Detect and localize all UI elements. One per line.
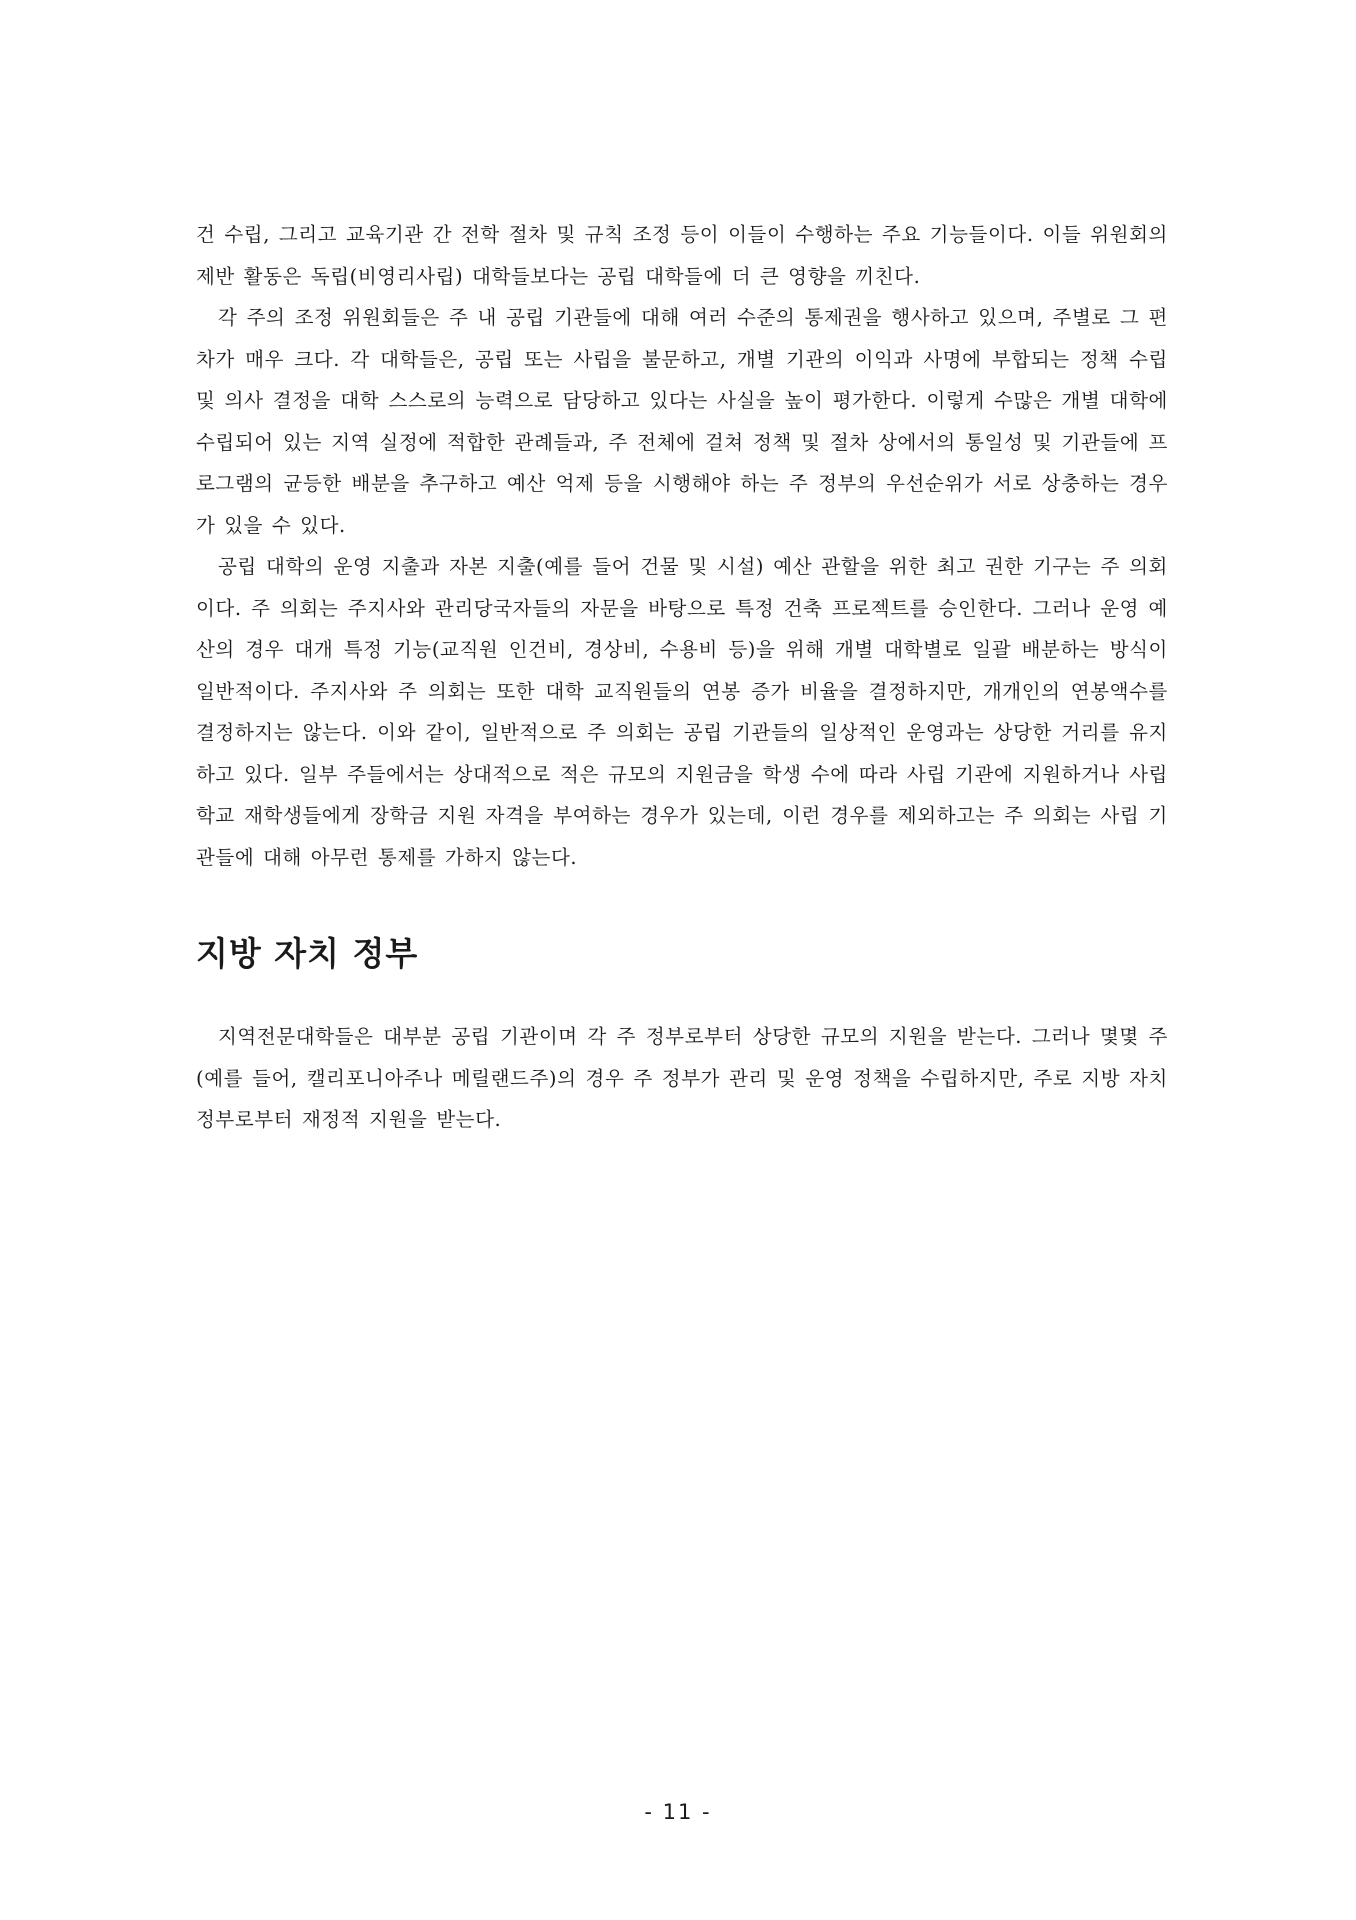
page-number: - 11 - [644,1800,712,1824]
body-paragraph-3: 공립 대학의 운영 지출과 자본 지출(예를 들어 건물 및 시설) 예산 관할을 위한 최고 권한 기구는 주 의회이다. 주 의회는 주지사와 관리당국자들의 자문을 바탕으로 특정 건축 프로젝트를 승인한다. 그러나 운영 예산의 경우 대개 특정 기능(교직원 인건비, 경상비, 수용비 등)을 위해 개별 대학별로 일괄 배분하는 방식이 일반적이다. 주지사와 주 의회는 또한 대학 교직원들의 연봉 증가 비율을 결정하지만, 개개인의 연봉액수를 결정하지는 않는다. 이와 같이, 일반적으로 주 의회는 공립 기관들의 일상적인 운영과는 상당한 거리를 유지하고 있다. 일부 주들에서는 상대적으로 적은 규모의 지원금을 학생 수에 따라 사립 기관에 지원하거나 사립학교 재학생들에게 장학금 지원 자격을 부여하는 경우가 있는데, 이런 경우를 제외하고는 주 의회는 사립 기관들에 대해 아무런 통제를 가하지 않는다. [196,555,1168,869]
section-heading: 지방 자치 정부 [196,934,419,973]
page-content [196,214,1168,1141]
section-paragraph-1: 지역전문대학들은 대부분 공립 기관이며 각 주 정부로부터 상당한 규모의 지원을 받는다. 그러나 몇몇 주(예를 들어, 캘리포니아주나 메릴랜드주)의 경우 주 정부가 관리 및 운영 정책을 수립하지만, 주로 지방 자치 정부로부터 재정적 지원을 받는다. [196,1025,1168,1131]
body-paragraph-2: 각 주의 조정 위원회들은 주 내 공립 기관들에 대해 여러 수준의 통제권을 행사하고 있으며, 주별로 그 편차가 매우 크다. 각 대학들은, 공립 또는 사립을 불문하고, 개별 기관의 이익과 사명에 부합되는 정책 수립 및 의사 결정을 대학 스스로의 능력으로 담당하고 있다는 사실을 높이 평가한다. 이렇게 수많은 개별 대학에 수립되어 있는 지역 실정에 적합한 관례들과, 주 전체에 걸쳐 정책 및 절차 상에서의 통일성 및 기관들에 프로그램의 균등한 배분을 추구하고 예산 억제 등을 시행해야 하는 주 정부의 우선순위가 서로 상충하는 경우가 있을 수 있다. [196,306,1168,537]
body-paragraph-1: 건 수립, 그리고 교육기관 간 전학 절차 및 규칙 조정 등이 이들이 수행하는 주요 기능들이다. 이들 위원회의 제반 활동은 독립(비영리사립) 대학들보다는 공립 대학들에 더 큰 영향을 끼친다. [196,223,1168,288]
